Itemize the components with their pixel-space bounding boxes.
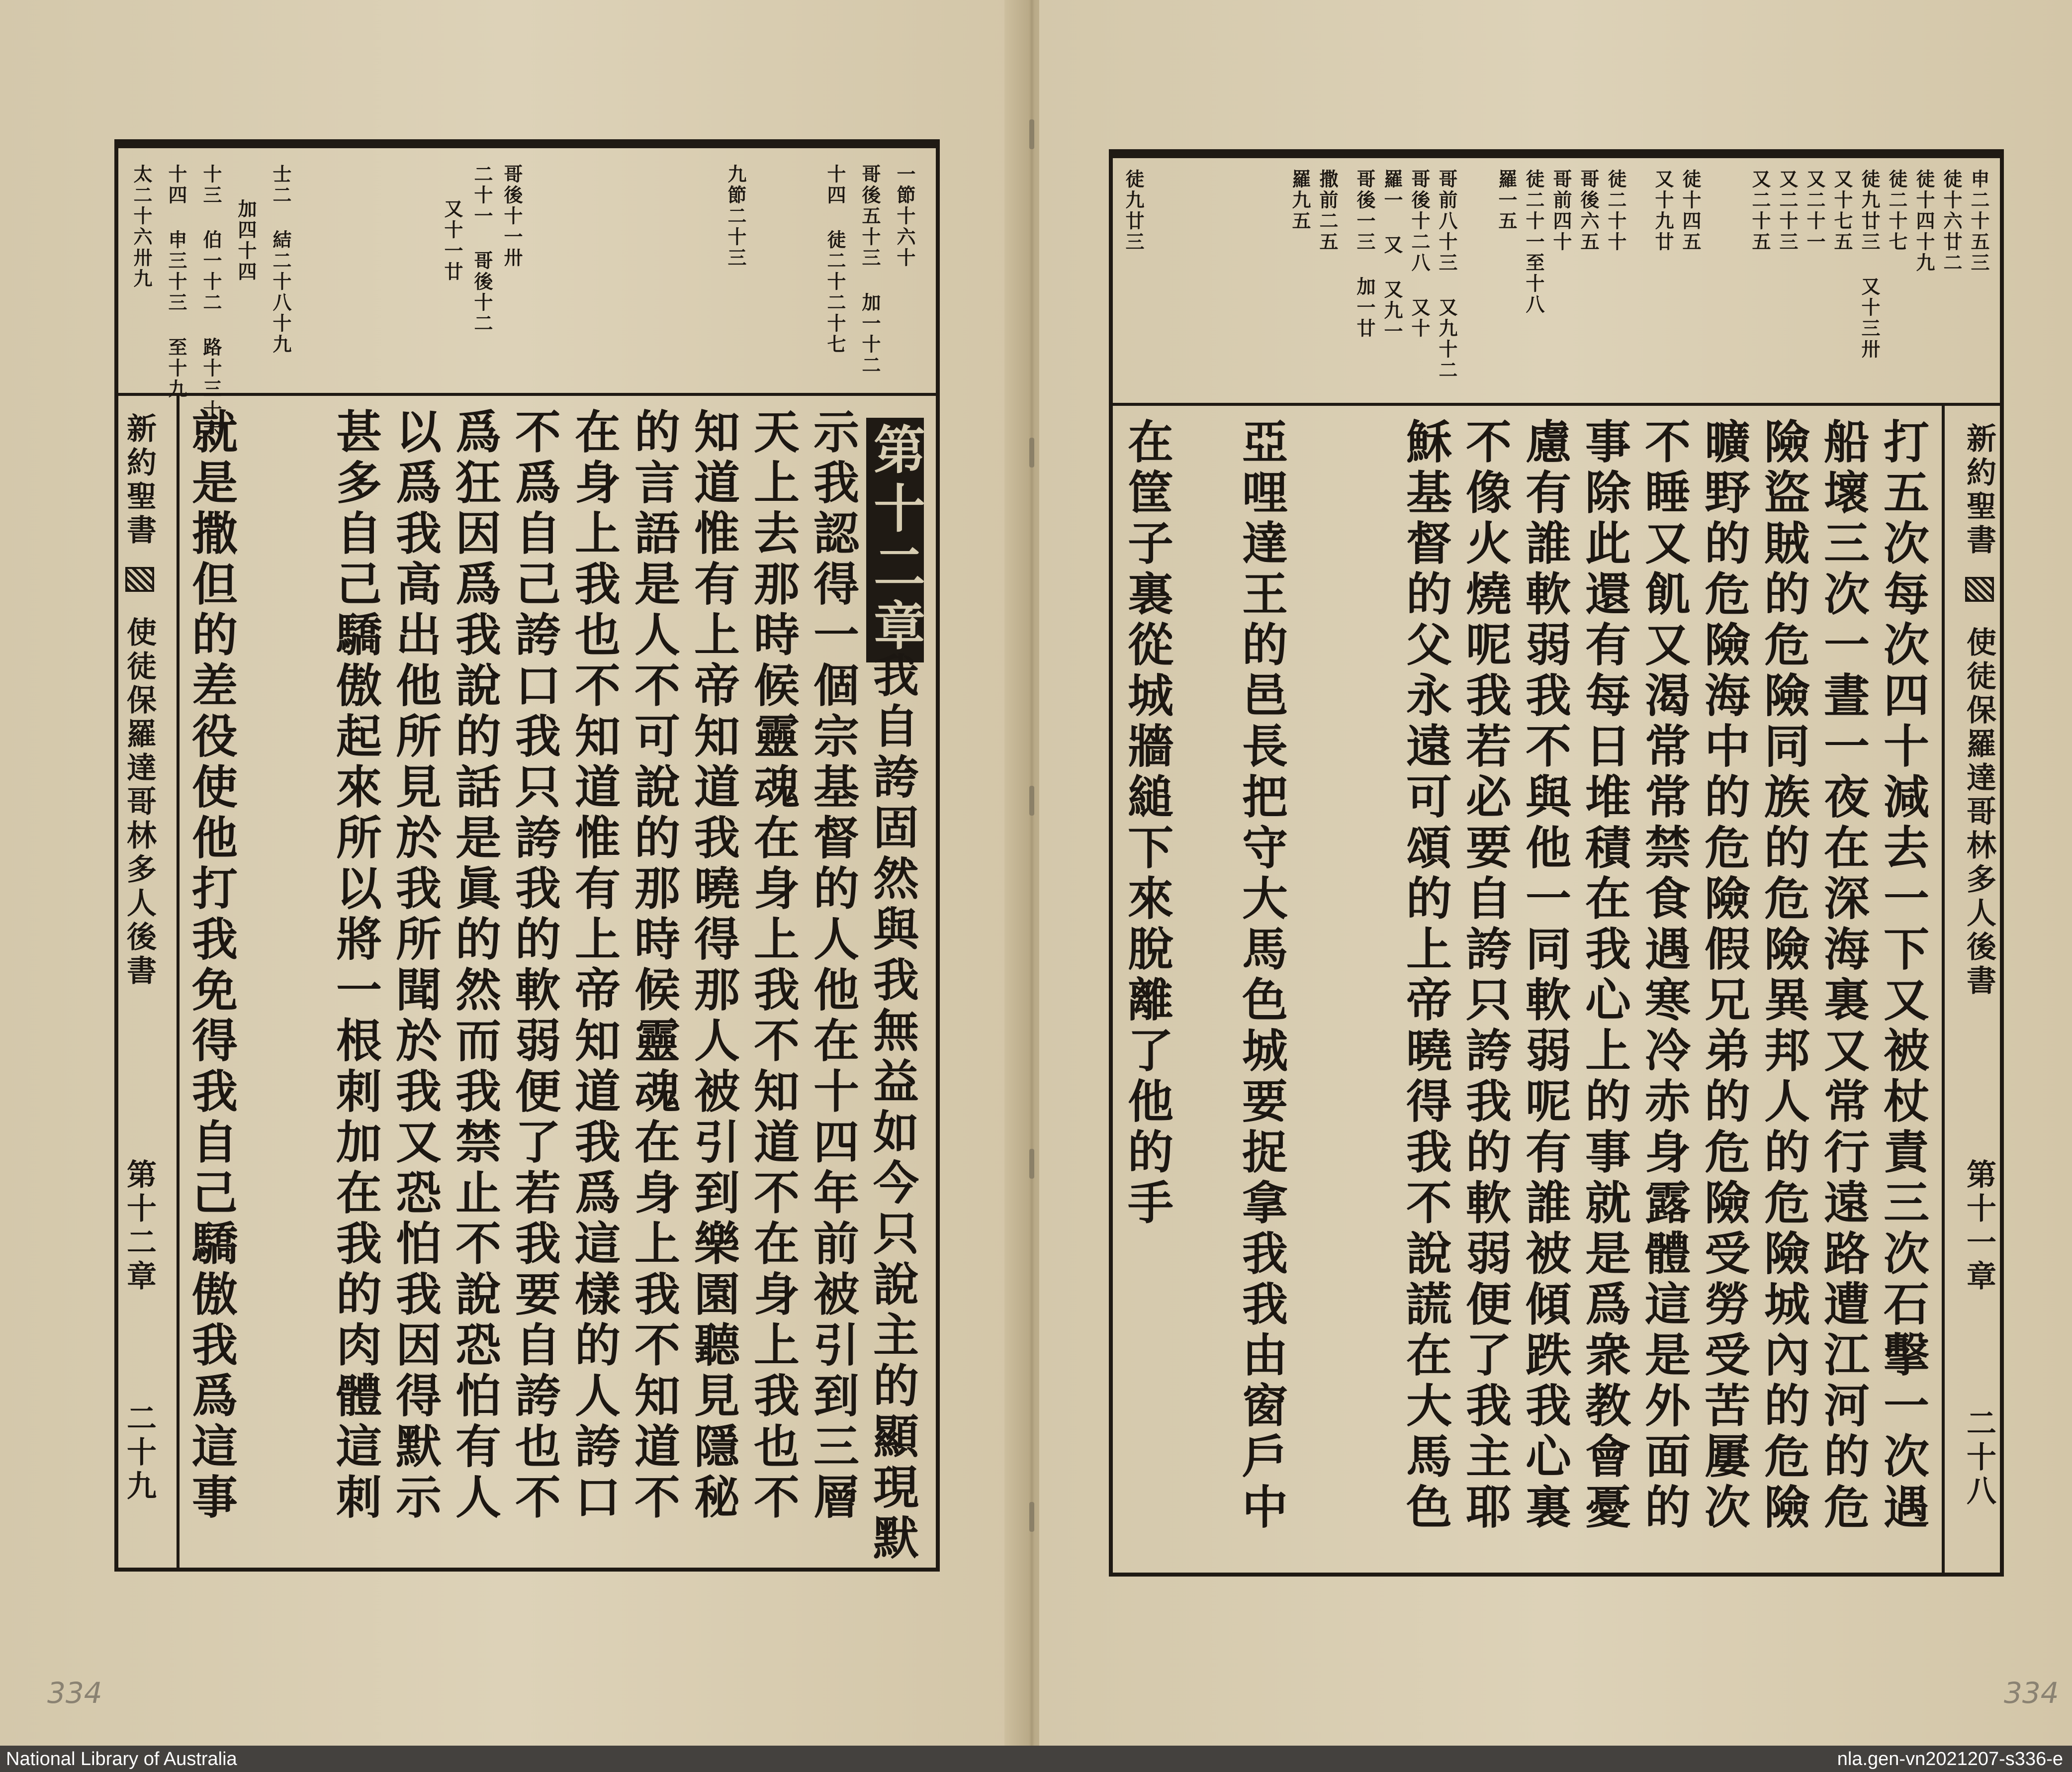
page-number: 二十九 — [122, 1402, 157, 1504]
body-line: 以爲我高出他所見於我所聞於我又恐怕我因得默示 — [388, 408, 442, 1524]
page-number: 二十八 — [1962, 1407, 1996, 1509]
left-cross-ref: 又十一廿 — [441, 199, 463, 282]
right-cross-ref: 撒前二五 — [1316, 169, 1338, 253]
right-cross-ref: 又十七五 — [1831, 169, 1853, 253]
pencil-folio: 334 — [2004, 1676, 2059, 1710]
right-cross-ref: 徒二十十 — [1605, 169, 1626, 253]
body-line: 我自誇固然與我無益如今只說主的顯現默 — [866, 652, 919, 1565]
right-cross-ref: 哥前八十三 又九十二 — [1436, 169, 1457, 381]
right-cross-ref: 羅一 又 又九一 — [1381, 169, 1403, 342]
right-cross-ref: 申二十五三 — [1968, 169, 1989, 274]
right-cross-ref: 又十九廿 — [1652, 169, 1674, 253]
body-line: 在筐子裏從城牆縋下來脫離了他的手 — [1120, 418, 1173, 1229]
body-line: 知道惟有上帝知道我曉得那人被引到樂園聽見隱秘 — [687, 408, 740, 1524]
book-title: 使徒保羅達哥林多人後書 — [122, 617, 157, 989]
body-line: 穌基督的父永遠可頌的上帝曉得我不說謊在大馬色 — [1399, 418, 1452, 1534]
binding-stitch — [1029, 1502, 1034, 1532]
chapter-label: 第十二章 — [122, 1159, 157, 1294]
body-line: 事除此還有每日堆積在我心上的事就是爲衆教會憂 — [1578, 418, 1631, 1534]
left-cross-ref: 士二 結二十八十九 — [270, 164, 291, 355]
right-cross-ref: 哥後十二八 又十 — [1408, 169, 1430, 339]
body-line: 慮有誰軟弱我不與他一同軟弱呢有誰被傾跌我心裏 — [1518, 418, 1571, 1534]
body-line: 就是撒但的差役使他打我免得我自己驕傲我爲這事 — [184, 408, 238, 1524]
right-cross-ref: 徒二十七 — [1886, 169, 1907, 253]
left-cross-ref: 十四 徒二十二十七 — [824, 164, 846, 355]
right-cross-ref: 哥後六五 — [1577, 169, 1599, 253]
right-cross-ref: 徒九廿三 又十三卅 — [1858, 169, 1880, 360]
right-cross-ref: 羅一五 — [1495, 169, 1517, 232]
left-inner-vertical-rule — [177, 395, 180, 1572]
body-line: 險盜賊的危險同族的危險異邦人的危險城內的危險 — [1757, 418, 1810, 1534]
running-head: 新約聖書 — [1962, 423, 1996, 558]
left-cross-ref: 一節十六十 — [894, 164, 915, 269]
right-cross-ref: 又二十一 — [1803, 169, 1825, 253]
binding-stitch — [1029, 786, 1034, 816]
right-cross-ref: 又二十三 — [1776, 169, 1798, 253]
ornament-icon — [125, 567, 154, 592]
body-line: 的言語是人不可說的那時候靈魂在身上我不知道不 — [627, 408, 680, 1524]
body-line: 打五次每次四十減去一下又被杖責三次石擊一次遇 — [1876, 418, 1929, 1534]
right-cross-ref: 徒二十一至十八 — [1523, 169, 1544, 315]
right-cross-ref: 徒十四十九 — [1913, 169, 1935, 274]
left-cross-ref: 加四十四 — [235, 199, 257, 282]
left-top-heavy-rule — [114, 139, 940, 148]
left-cross-ref: 太二十六卅九 — [130, 164, 152, 289]
body-line: 天上去那時候靈魂在身上我不知道不在身上我也不 — [746, 408, 800, 1524]
body-line: 甚多自己驕傲起來所以將一根刺加在我的肉體這刺 — [329, 408, 382, 1524]
pencil-folio: 334 — [47, 1676, 102, 1710]
left-cross-ref: 哥後十一卅 — [501, 164, 523, 269]
running-head: 新約聖書 — [122, 413, 157, 548]
body-line: 不睡又飢又渴常常禁食遇寒冷赤身露體這是外面的 — [1637, 418, 1691, 1534]
body-line: 亞哩達王的邑長把守大馬色城要捉拿我我由窗戶中 — [1235, 418, 1288, 1534]
right-cross-ref: 徒十六廿二 — [1940, 169, 1962, 274]
right-cross-ref: 哥前四十 — [1550, 169, 1572, 253]
right-page — [1039, 0, 2072, 1746]
right-notes-divider — [1109, 403, 2004, 406]
body-line: 不像火燒呢我若必要自誇只誇我的軟弱便了我主耶 — [1458, 418, 1512, 1534]
left-cross-ref: 二十一 哥後十二 — [471, 164, 493, 334]
right-cross-ref: 徒九廿三 — [1122, 169, 1144, 253]
chapter-label: 第十一章 — [1962, 1159, 1996, 1294]
ornament-icon — [1965, 577, 1994, 602]
chapter-heading: 第十二章 — [866, 418, 924, 662]
right-cross-ref: 又二十五 — [1749, 169, 1771, 253]
binding-stitch — [1029, 1149, 1034, 1179]
left-cross-ref: 哥後五十三 加一十二 — [859, 164, 881, 376]
left-page — [0, 0, 1024, 1746]
book-title: 使徒保羅達哥林多人後書 — [1962, 627, 1996, 999]
right-top-heavy-rule — [1109, 149, 2004, 158]
left-cross-ref: 九節二十三 — [724, 164, 746, 269]
left-cross-ref: 十四 申三十三 至十九 — [165, 164, 187, 400]
body-line: 不爲自己誇口我只誇我的軟弱便了若我要自誇也不 — [508, 408, 561, 1524]
right-cross-ref: 羅九五 — [1289, 169, 1311, 232]
footer-item-id: nla.gen-vn2021207-s336-e — [1837, 1749, 2063, 1770]
left-cross-ref: 十三 伯一十二 路十三十六 — [200, 164, 222, 442]
right-cross-ref: 徒十四五 — [1679, 169, 1701, 253]
left-notes-divider — [114, 393, 940, 396]
right-cross-ref: 哥後一三 加一廿 — [1353, 169, 1375, 339]
binding-stitch — [1029, 119, 1034, 149]
body-line: 爲狂因爲我說的話是眞的然而我禁止不說恐怕有人 — [448, 408, 501, 1524]
binding-stitch — [1029, 438, 1034, 467]
footer-library-name: National Library of Australia — [6, 1749, 237, 1770]
right-inner-vertical-rule — [1942, 405, 1945, 1577]
body-line: 在身上我也不知道惟有上帝知道我爲這樣的人誇口 — [567, 408, 621, 1524]
attribution-footer — [0, 1746, 2072, 1772]
body-line: 示我認得一個宗基督的人他在十四年前被引到三層 — [806, 408, 859, 1524]
body-line: 船壞三次一晝一夜在深海裏又常行遠路遭江河的危 — [1816, 418, 1870, 1534]
body-line: 曠野的危險海中的危險假兄弟的危險受勞受苦屢次 — [1697, 418, 1750, 1534]
